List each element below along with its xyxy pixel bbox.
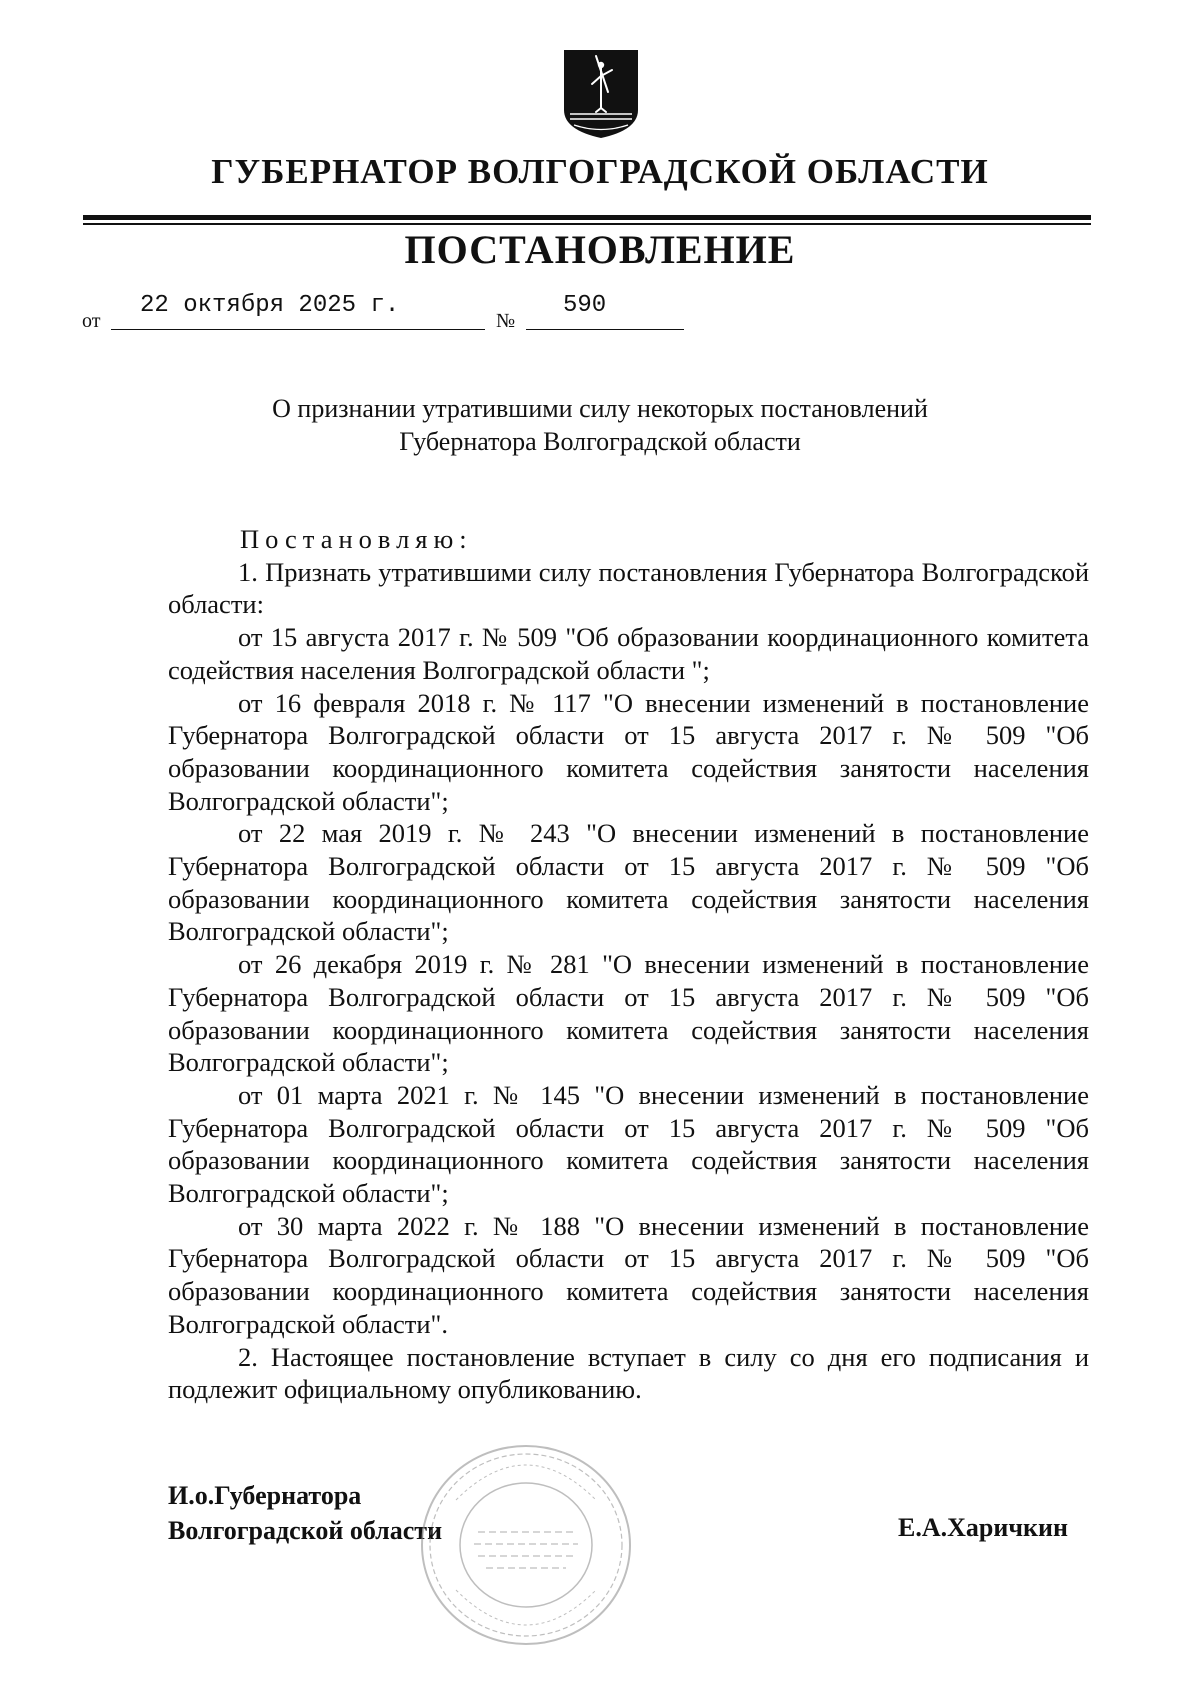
document-body xyxy=(168,523,1089,1406)
signatory-position-line-2: Волгоградской области xyxy=(168,1516,443,1545)
repealed-act: от 26 декабря 2019 г. № 281 "О внесении изменений в постановление Губернатора Волгоградской области от 15 августа 2017 г. № 509 "Об образовании координационного комитета содействия занятости населения Волгоградской области"; xyxy=(168,949,1089,1078)
repealed-act: от 22 мая 2019 г. № 243 "О внесении изменений в постановление Губернатора Волгоградской области от 15 августа 2017 г. № 509 "Об образовании координационного комитета содействия занятости населения Волгоградской области"; xyxy=(168,818,1089,947)
document-date: 22 октября 2025 г. xyxy=(140,292,400,319)
document-subject xyxy=(0,392,1200,458)
signatory-name: Е.А.Харичкин xyxy=(898,1513,1068,1542)
date-number-row xyxy=(0,292,1200,332)
clause-2: 2. Настоящее постановление вступает в силу со дня его подписания и подлежит официальному опубликованию. xyxy=(168,1341,1089,1405)
repealed-act: от 15 августа 2017 г. № 509 "Об образовании координационного комитета содействия населения Волгоградской области "; xyxy=(168,622,1089,685)
document-number: 590 xyxy=(563,292,607,319)
issuer-title: ГУБЕРНАТОР ВОЛГОГРАДСКОЙ ОБЛАСТИ xyxy=(211,152,989,191)
number-label: № xyxy=(496,310,516,332)
official-stamp-icon xyxy=(416,1440,636,1650)
signatory-position xyxy=(168,1478,442,1548)
repealed-act: от 30 марта 2022 г. № 188 "О внесении изменений в постановление Губернатора Волгоградской области от 15 августа 2017 г. № 509 "Об образовании координационного комитета содействия занятости населения Волгоградской области". xyxy=(168,1210,1089,1339)
clause-1: 1. Признать утратившими силу постановления Губернатора Волгоградской области: xyxy=(168,556,1089,620)
subject-line-1: О признании утратившими силу некоторых постановлений xyxy=(272,394,928,423)
document-type-title: ПОСТАНОВЛЕНИЕ xyxy=(404,227,796,272)
number-underline xyxy=(526,329,684,330)
date-prefix-label: от xyxy=(82,310,101,332)
repealed-act: от 01 марта 2021 г. № 145 "О внесении изменений в постановление Губернатора Волгоградской области от 15 августа 2017 г. № 509 "Об образовании координационного комитета содействия занятости населения Волгоградской области"; xyxy=(168,1079,1089,1209)
header-rule-thick xyxy=(83,215,1091,220)
decree-word: Постановляю: xyxy=(240,524,473,554)
repealed-act: от 16 февраля 2018 г. № 117 "О внесении изменений в постановление Губернатора Волгоградской области от 15 августа 2017 г. № 509 "Об образовании координационного комитета содействия занятости населения Волгоградской области"; xyxy=(168,687,1089,816)
header-rule-thin xyxy=(83,223,1091,225)
volgograd-emblem-icon xyxy=(562,48,640,140)
subject-line-2: Губернатора Волгоградской области xyxy=(399,427,801,456)
signatory-position-line-1: И.о.Губернатора xyxy=(168,1481,362,1510)
date-underline xyxy=(111,329,485,330)
